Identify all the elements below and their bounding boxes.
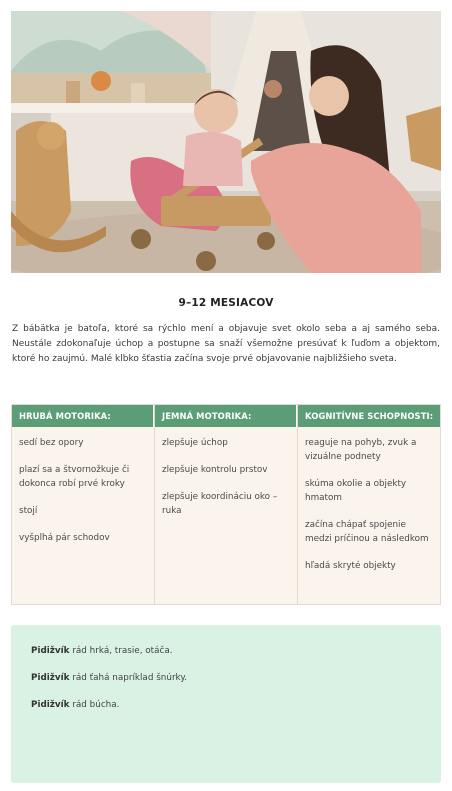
list-item: plazí sa a štvornožkuje či dokonca robí prvé kroky (19, 465, 130, 489)
column-cognitive (298, 405, 440, 604)
skills-table (11, 404, 441, 605)
column-header: KOGNITÍVNE SCHOPNOSTI: (298, 405, 440, 427)
tip-line (31, 698, 441, 712)
list-item: zlepšuje úchop (162, 438, 228, 448)
list-item: sedí bez opory (19, 438, 84, 448)
tips-box (11, 625, 441, 783)
list-item: reaguje na pohyb, zvuk a vizuálne podnety (305, 438, 417, 462)
column-gross-motor (12, 405, 155, 604)
tip-line (31, 671, 441, 685)
tip-text: rád búcha. (69, 700, 120, 710)
hero-photo (11, 11, 441, 273)
list-item: zlepšuje kontrolu prstov (162, 465, 268, 475)
tip-name: Pidižvík (31, 673, 70, 683)
photo-baby-with-wooden-walker-icon (11, 11, 441, 273)
list-item: hľadá skryté objekty (305, 561, 396, 571)
list-item: zlepšuje koordináciu oko – ruka (162, 492, 278, 516)
column-header: JEMNÁ MOTORIKA: (155, 405, 297, 427)
list-item: začína chápať spojenie medzi príčinou a následkom (305, 520, 429, 544)
tip-name: Pidižvík (31, 646, 70, 656)
tip-line (31, 644, 441, 658)
intro-paragraph: Z bábätka je batoľa, ktoré sa rýchlo mení a objavuje svet okolo seba a aj samého seba. Neustále zdokonaľuje úchop a postupne sa snaží všemožne presúvať k ľuďom a objektom, ktoré ho zaujmú. Malé klbko šťastia začína svoje prvé objavovanie najbližšieho sveta. (12, 324, 440, 364)
list-item: skúma okolie a objekty hmatom (305, 479, 407, 503)
tip-name: Pidižvík (31, 700, 70, 710)
column-fine-motor (155, 405, 298, 604)
list-item: vyšplhá pár schodov (19, 533, 110, 543)
list-item: stojí (19, 506, 38, 516)
tip-text: rád ťahá napríklad šnúrky. (69, 673, 188, 683)
page-title: 9–12 MESIACOV (178, 297, 274, 309)
column-header: HRUBÁ MOTORIKA: (12, 405, 154, 427)
tip-text: rád hrká, trasie, otáča. (69, 646, 173, 656)
